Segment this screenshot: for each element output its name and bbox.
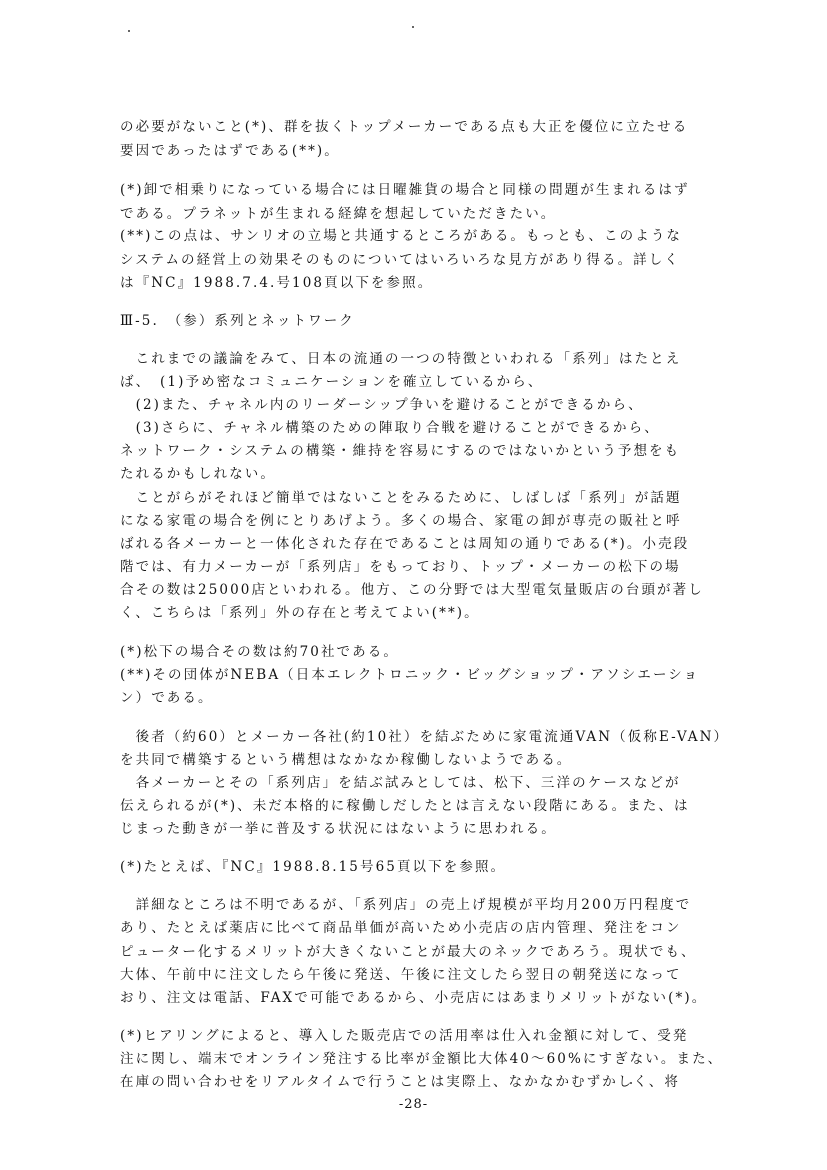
footnote-line: (**)この点は、サンリオの立場と共通するところがある。もっとも、このような	[120, 228, 683, 244]
body-line: ことがらがそれほど簡単ではないことをみるために、しばしば「系列」が話題	[120, 490, 682, 506]
body-line: あり、たとえば薬店に比べて商品単価が高いため小売店の店内管理、発注をコン	[120, 920, 682, 936]
footnote-line: (*)たとえば、『NC』1988.8.15号65頁以下を参照。	[120, 859, 507, 875]
body-line: 大体、午前中に注文したら午後に発送、午後に注文したら翌日の朝発送になって	[120, 967, 682, 983]
body-line: を共同で構築するという構想はなかなか稼働しないようである。	[120, 752, 573, 768]
body-line: 各メーカーとその「系列店」を結ぶ試みとしては、松下、三洋のケースなどが	[120, 775, 681, 791]
footnote-line: である。プラネットが生まれる経緯を想起していただきたい。	[120, 206, 557, 222]
scan-speck	[128, 30, 130, 32]
body-line: (2)また、チャネル内のリーダーシップ争いを避けることができるから、	[120, 397, 644, 413]
scan-speck	[412, 26, 414, 28]
body-line: ばれる各メーカーと一体化された存在であることは周知の通りである(*)。小売段	[120, 536, 690, 552]
body-line: 合その数は25000店といわれる。他方、この分野では大型電気量販店の台頭が著し	[120, 582, 704, 598]
footnote-line: ン）である。	[120, 690, 214, 706]
body-line: 要因であったはずである(**)。	[120, 143, 340, 159]
footnote-line: (*)卸で相乗りになっている場合には日曜雑貨の場合と同様の問題が生まれるはず	[120, 182, 690, 198]
body-line: たれるかもしれない。	[120, 466, 276, 482]
footnote-line: は『NC』1988.7.4.号108頁以下を参照。	[120, 275, 434, 291]
section-heading: Ⅲ-5. （参）系列とネットワーク	[120, 313, 355, 329]
body-line: ピューター化するメリットが大きくないことが最大のネックであろう。現状でも、	[120, 944, 697, 960]
body-line: く、こちらは「系列」外の存在と考えてよい(**)。	[120, 605, 480, 621]
body-line: おり、注文は電話、FAXで可能であるから、小売店にはあまりメリットがない(*)。	[120, 990, 708, 1006]
footnote-line: 在庫の問い合わせをリアルタイムで行うことは実際上、なかなかむずかしく、将	[120, 1074, 680, 1090]
body-line: 後者（約60）とメーカー各社(約10社）を結ぶために家電流通VAN（仮称E-VAN）	[120, 729, 730, 745]
footnote-line: (*)松下の場合その数は約70社である。	[120, 644, 399, 660]
body-line: ば、 (1)予め密なコミュニケーションを確立しているから、	[120, 374, 544, 390]
body-line: 階では、有力メーカーが「系列店」をもっており、トップ・メーカーの松下の場	[120, 559, 681, 575]
body-line: これまでの議論をみて、日本の流通の一つの特徴といわれる「系列」はたとえ	[120, 351, 682, 367]
body-line: ネットワーク・システムの構築・維持を容易にするのではないかという予想をも	[120, 443, 681, 459]
footnote-line: (*)ヒアリングによると、導入した販売店での活用率は仕入れ金額に対して、受発	[120, 1028, 689, 1044]
body-line: 伝えられるが(*)、未だ本格的に稼働しだしたとは言えない段階にある。また、は	[120, 798, 690, 814]
body-line: (3)さらに、チャネル構築のための陣取り合戦を避けることができるから、	[120, 420, 660, 436]
body-line: 詳細なところは不明であるが、「系列店」の売上げ規模が平均月200万円程度で	[120, 897, 692, 913]
page-number: -28-	[398, 1097, 429, 1112]
footnote-line: 注に関し、端末でオンライン発注する比率が金額比大体40～60%にすぎない。また、	[120, 1051, 724, 1067]
body-line: じまった動きが一挙に普及する状況にはないように思われる。	[120, 821, 557, 837]
footnote-line: (**)その団体がNEBA（日本エレクトロニック・ビッグショップ・アソシエーショ	[120, 667, 700, 683]
body-line: の必要がないこと(*)、群を抜くトップメーカーである点も大正を優位に立たせる	[120, 119, 689, 135]
footnote-line: システムの経営上の効果そのものについてはいろいろな見方があり得る。詳しく	[120, 252, 680, 268]
body-line: になる家電の場合を例にとりあげよう。多くの場合、家電の卸が専売の販社と呼	[120, 513, 682, 529]
